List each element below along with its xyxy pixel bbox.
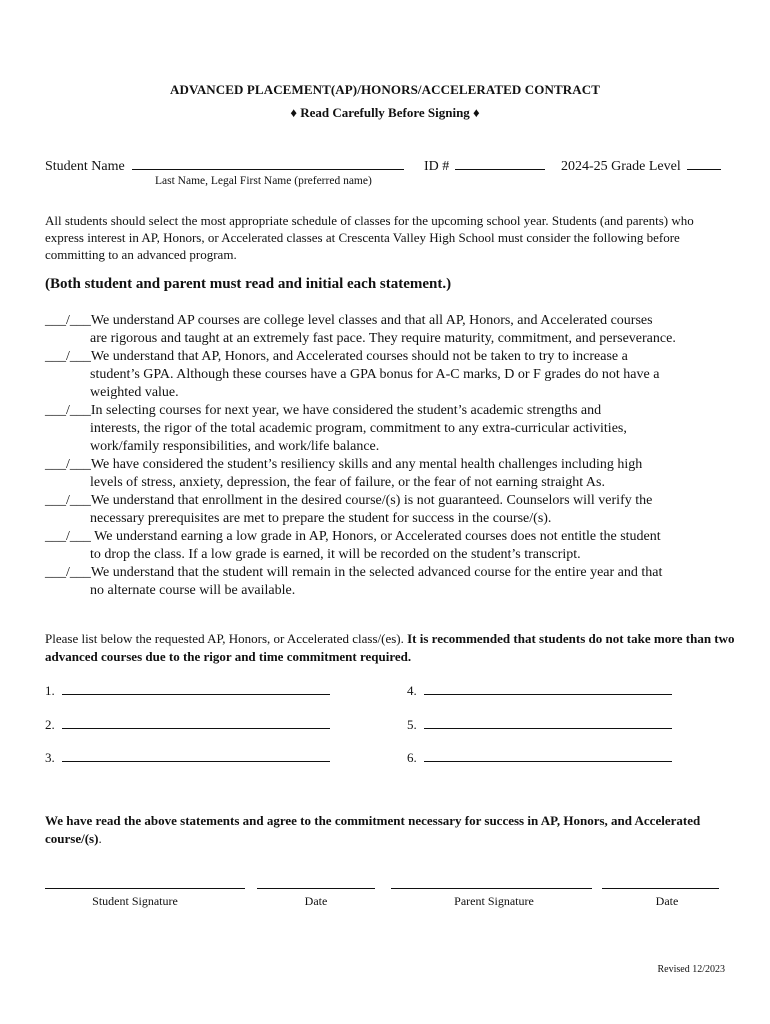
course-number: 3.	[45, 750, 55, 765]
statement-text: weighted value.	[90, 385, 179, 400]
initial-blank[interactable]: ___/___	[45, 565, 91, 580]
course-number: 4.	[407, 683, 417, 698]
parent-signature-line[interactable]	[391, 888, 592, 889]
form-subtitle: ♦ Read Carefully Before Signing ♦	[290, 105, 480, 120]
initial-blank[interactable]: ___/___	[45, 313, 91, 328]
statement-text: levels of stress, anxiety, depression, the fear of failure, or the fear of not earning straight As.	[90, 475, 605, 490]
course-field[interactable]	[424, 715, 672, 729]
student-name-field[interactable]	[132, 156, 404, 170]
statement-text: are rigorous and taught at an extremely fast pace. They require maturity, commitment, and perseverance.	[90, 331, 676, 346]
course-line-5	[407, 715, 672, 733]
id-field[interactable]	[455, 156, 545, 170]
initial-blank[interactable]: ___/___	[45, 457, 91, 472]
initial-blank[interactable]: ___/___	[45, 349, 91, 364]
course-line-3	[45, 748, 330, 766]
statement-item	[45, 312, 745, 348]
list-recommendation: It is recommended that students do not take more than two advanced courses due to the rigor and time commitment required.	[45, 631, 735, 664]
statement-item	[45, 348, 745, 402]
course-number: 5.	[407, 717, 417, 732]
statement-text: We understand that AP, Honors, and Accelerated courses should not be taken to try to increase a	[90, 349, 628, 364]
statement-text: necessary prerequisites are met to prepare the student for success in the course/(s).	[90, 511, 552, 526]
intro-paragraph: All students should select the most appropriate schedule of classes for the upcoming school year. Students (and parents) who express interest in AP, Honors, or Accelerated classes at Crescenta Valley High School must consider the following before committing to an advanced program.	[45, 213, 694, 262]
course-list-instructions	[45, 630, 735, 666]
student-date-line[interactable]	[257, 888, 375, 889]
statement-text: We understand earning a low grade in AP, Honors, or Accelerated courses does not entitle the student	[90, 529, 661, 544]
grade-level-field[interactable]	[687, 156, 721, 170]
initial-blank[interactable]: ___/___	[45, 403, 91, 418]
statement-text: We understand that the student will remain in the selected advanced course for the entire year and that	[90, 565, 663, 580]
course-number: 1.	[45, 683, 55, 698]
revised-date: Revised 12/2023	[657, 964, 725, 975]
statement-item	[45, 564, 745, 600]
statement-item	[45, 402, 745, 456]
course-line-1	[45, 681, 330, 699]
id-label: ID #	[424, 159, 450, 174]
initial-blank[interactable]: ___/___	[45, 529, 91, 544]
name-hint: Last Name, Legal First Name (preferred name)	[155, 175, 372, 187]
statement-text: We understand AP courses are college level classes and that all AP, Honors, and Accelerated courses	[90, 313, 653, 328]
agreement-statement	[45, 812, 735, 848]
statement-text: interests, the rigor of the total academic program, commitment to any extra-curricular activities,	[90, 421, 627, 436]
course-field[interactable]	[424, 748, 672, 762]
course-field[interactable]	[62, 748, 330, 762]
course-field[interactable]	[424, 681, 672, 695]
grade-level-label: 2024-25 Grade Level	[561, 159, 681, 174]
course-line-2	[45, 715, 330, 733]
statement-text: student’s GPA. Although these courses have a GPA bonus for A-C marks, D or F grades do not have a	[90, 367, 660, 382]
course-line-4	[407, 681, 672, 699]
id-row	[424, 156, 545, 175]
statement-item	[45, 492, 745, 528]
statement-text: In selecting courses for next year, we have considered the student’s academic strengths and	[90, 403, 602, 418]
statement-text: We have considered the student’s resiliency skills and any mental health challenges including high	[90, 457, 643, 472]
course-line-6	[407, 748, 672, 766]
statements-list	[45, 312, 745, 600]
initial-heading: (Both student and parent must read and initial each statement.)	[45, 276, 452, 292]
agreement-period: .	[98, 831, 102, 846]
student-signature-label: Student Signature	[92, 894, 178, 908]
statement-item	[45, 528, 745, 564]
grade-level-row	[561, 156, 721, 175]
initial-blank[interactable]: ___/___	[45, 493, 91, 508]
course-number: 6.	[407, 750, 417, 765]
statement-text: work/family responsibilities, and work/life balance.	[90, 439, 380, 454]
agreement-text: We have read the above statements and agree to the commitment necessary for success in AP, Honors, and Accelerated course/(s)	[45, 813, 701, 846]
student-signature-line[interactable]	[45, 888, 245, 889]
student-date-label: Date	[304, 894, 328, 908]
parent-signature-label: Parent Signature	[454, 894, 534, 908]
student-name-row	[45, 156, 404, 175]
statement-text: no alternate course will be available.	[90, 583, 296, 598]
statement-item	[45, 456, 745, 492]
statement-text: to drop the class. If a low grade is earned, it will be recorded on the student’s transcript.	[90, 547, 581, 562]
course-field[interactable]	[62, 681, 330, 695]
statement-text: We understand that enrollment in the desired course/(s) is not guaranteed. Counselors will verify the	[90, 493, 653, 508]
course-field[interactable]	[62, 715, 330, 729]
parent-date-label: Date	[655, 894, 679, 908]
course-number: 2.	[45, 717, 55, 732]
list-intro: Please list below the requested AP, Honors, or Accelerated class/(es).	[45, 631, 404, 646]
parent-date-line[interactable]	[602, 888, 719, 889]
form-title: ADVANCED PLACEMENT(AP)/HONORS/ACCELERATED CONTRACT	[170, 82, 600, 97]
student-name-label: Student Name	[45, 159, 125, 174]
